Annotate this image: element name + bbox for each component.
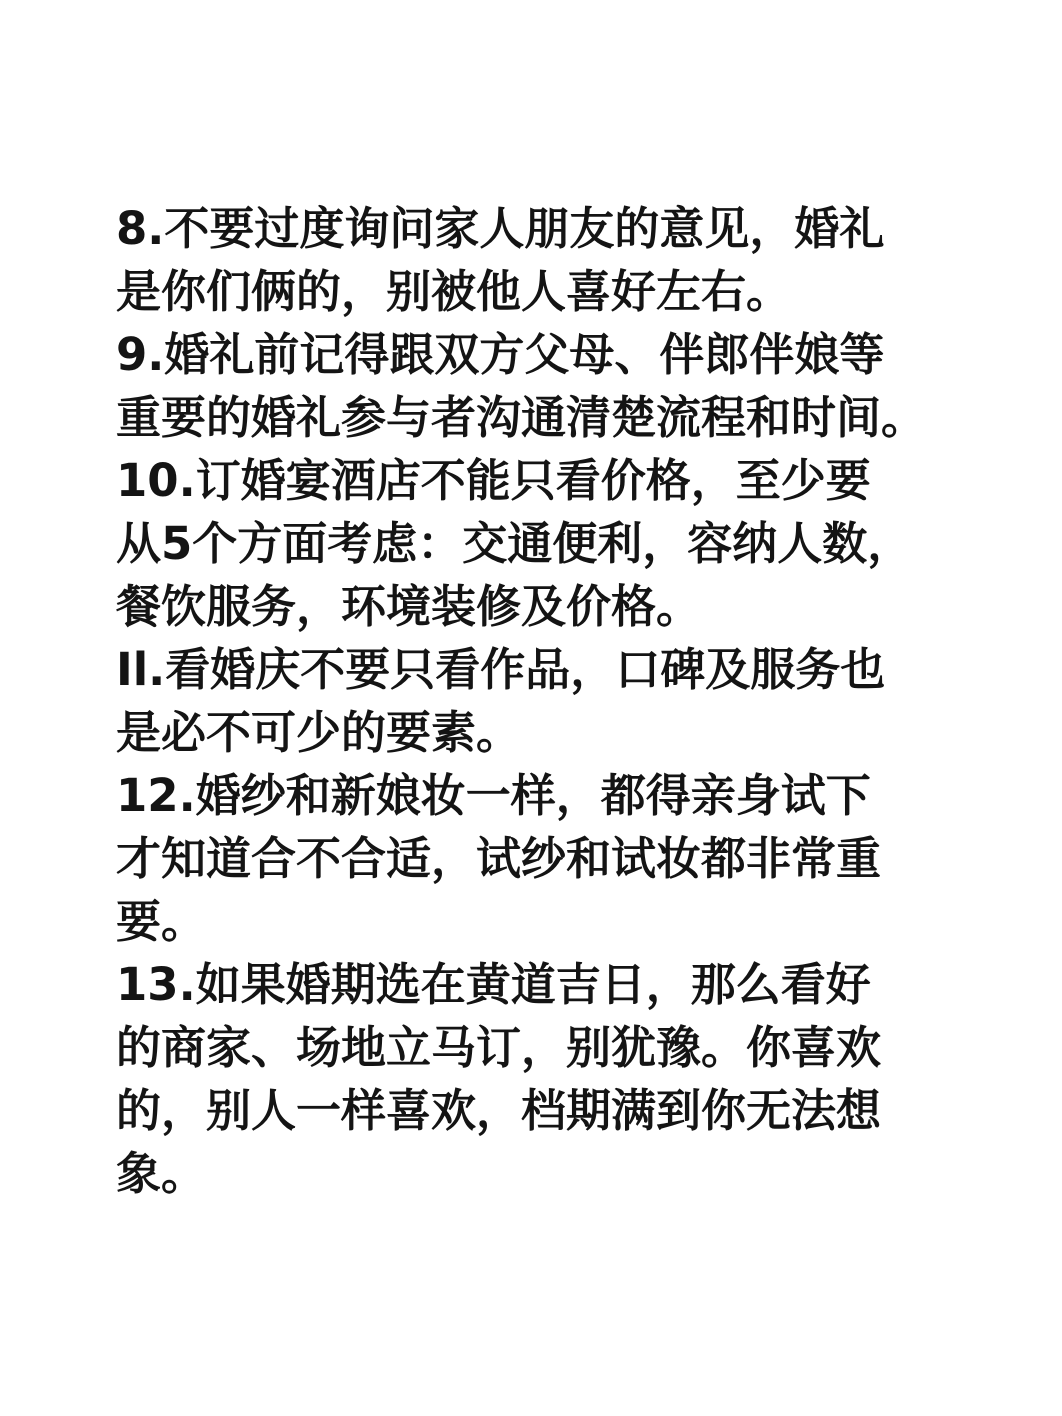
text-line: Il.看婚庆不要只看作品，口碑及服务也: [116, 643, 886, 696]
text-line: 重要的婚礼参与者沟通清楚流程和时间。: [116, 391, 927, 444]
text-line: 要。: [116, 895, 207, 948]
text-line: 餐饮服务，环境装修及价格。: [116, 580, 702, 633]
text-line: 是你们俩的，别被他人喜好左右。: [116, 265, 792, 318]
text-line: 的商家、场地立马订，别犹豫。你喜欢: [116, 1021, 882, 1074]
text-line: 是必不可少的要素。: [116, 706, 522, 759]
text-line: 12.婚纱和新娘妆一样，都得亲身试下: [116, 769, 871, 822]
text-line: 才知道合不合适，试纱和试妆都非常重: [116, 832, 882, 885]
text-line: 9.婚礼前记得跟双方父母、伴郎伴娘等: [116, 328, 885, 381]
text-line: 象。: [116, 1147, 207, 1200]
text-line: 的，别人一样喜欢，档期满到你无法想: [116, 1084, 882, 1137]
text-line: 从5个方面考虑：交通便利，容纳人数，: [116, 517, 913, 570]
text-line: 8.不要过度询问家人朋友的意见，婚礼: [116, 202, 885, 255]
tips-text-block: [116, 197, 1016, 1205]
text-line: 10.订婚宴酒店不能只看价格，至少要: [116, 454, 871, 507]
text-line: 13.如果婚期选在黄道吉日，那么看好: [116, 958, 871, 1011]
